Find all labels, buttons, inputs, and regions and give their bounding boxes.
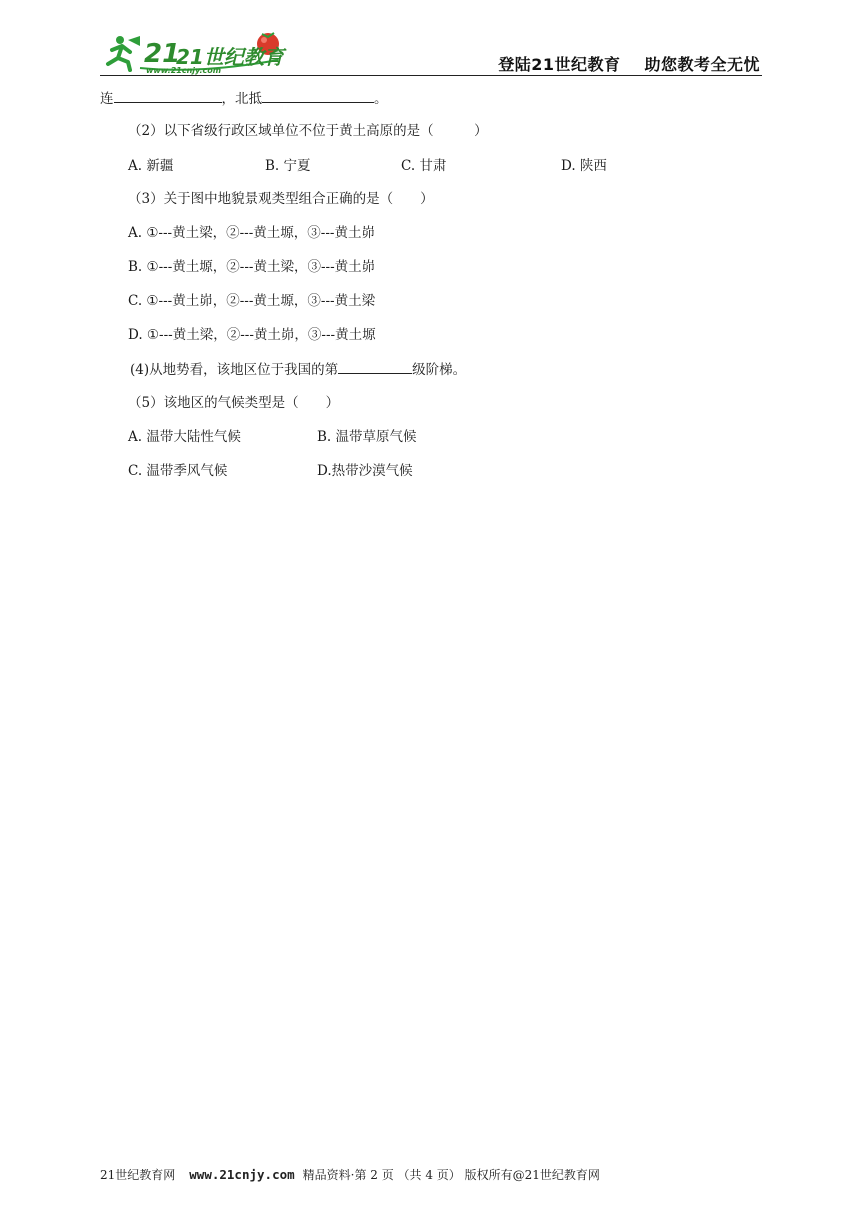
- q1-middle: ，北抵: [221, 91, 262, 107]
- q3-option-a[interactable]: A. ①---黄土梁，②---黄土塬，③---黄土峁: [128, 225, 375, 241]
- q4-blank[interactable]: [338, 359, 412, 374]
- q2-option-b[interactable]: B. 宁夏: [265, 158, 311, 174]
- q2-option-a[interactable]: A. 新疆: [128, 158, 174, 174]
- logo-text: 21世纪教育: [176, 45, 284, 69]
- q2-stem: （2）以下省级行政区域单位不位于黄土高原的是（ ）: [128, 123, 488, 139]
- q1-blank-2[interactable]: [262, 88, 374, 103]
- header-divider: [100, 75, 762, 76]
- q1-tail-line: [100, 88, 388, 108]
- footer-right: 精品资料·第 2 页 （共 4 页） 版权所有@21世纪教育网: [302, 1168, 600, 1182]
- q2-option-d[interactable]: D. 陕西: [561, 158, 607, 174]
- q5-option-d[interactable]: D.热带沙漠气候: [317, 463, 413, 479]
- footer-site-link[interactable]: www.21cnjy.com: [189, 1167, 295, 1182]
- slogan-right: 助您教考全无忧: [644, 55, 760, 74]
- q1-suffix: 。: [374, 91, 388, 107]
- q1-blank-1[interactable]: [114, 88, 222, 103]
- q5-option-a[interactable]: A. 温带大陆性气候: [128, 429, 241, 445]
- q4-prefix: (4)从地势看，该地区位于我国的第: [130, 362, 339, 378]
- q3-stem: （3）关于图中地貌景观类型组合正确的是（ ）: [128, 191, 434, 207]
- q2-option-c[interactable]: C. 甘肃: [401, 158, 447, 174]
- q4-suffix: 级阶梯。: [412, 362, 467, 378]
- logo-url: www.21cnjy.com: [146, 66, 222, 75]
- q3-option-c[interactable]: C. ①---黄土峁，②---黄土塬，③---黄土梁: [128, 293, 376, 309]
- q5-option-b[interactable]: B. 温带草原气候: [317, 429, 417, 445]
- page-header: [100, 30, 762, 77]
- footer-left: 21世纪教育网: [100, 1168, 176, 1182]
- site-logo[interactable]: [100, 30, 290, 76]
- svg-text:21: 21: [144, 39, 181, 69]
- page-footer: [100, 1166, 600, 1183]
- q3-option-d[interactable]: D. ①---黄土梁，②---黄土峁，③---黄土塬: [128, 327, 376, 343]
- q3-option-b[interactable]: B. ①---黄土塬，②---黄土梁，③---黄土峁: [128, 259, 376, 275]
- q1-prefix: 连: [100, 91, 114, 107]
- slogan-left: 登陆21世纪教育: [498, 55, 621, 74]
- q5-option-c[interactable]: C. 温带季风气候: [128, 463, 228, 479]
- q5-stem: （5）该地区的气候类型是（ ）: [128, 395, 340, 411]
- q4-line: [130, 359, 466, 379]
- header-slogan: [498, 52, 760, 75]
